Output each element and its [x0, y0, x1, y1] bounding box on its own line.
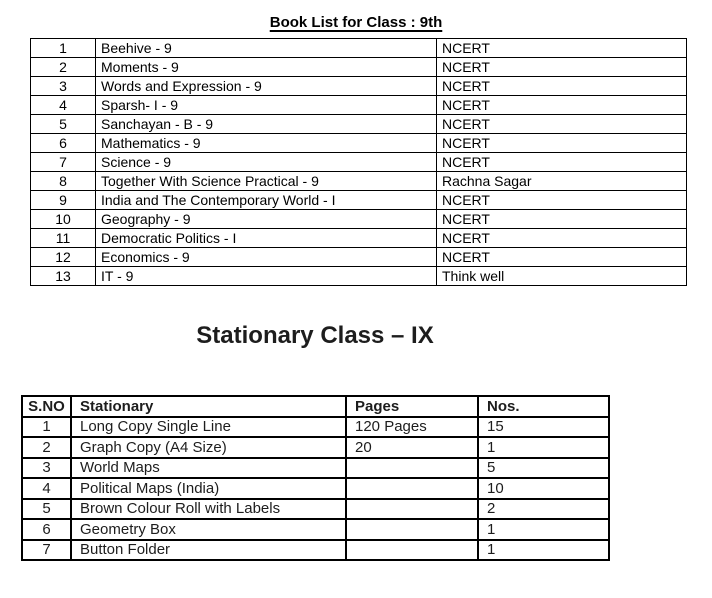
stationary-pages-cell	[346, 540, 478, 561]
book-row	[31, 172, 687, 191]
book-title-cell: Beehive - 9	[96, 39, 437, 58]
book-serial-number: 13	[31, 267, 96, 286]
book-row	[31, 229, 687, 248]
book-serial-number: 10	[31, 210, 96, 229]
stationary-item-cell: World Maps	[71, 458, 346, 479]
stationary-row	[22, 519, 609, 540]
header-stationary: Stationary	[71, 396, 346, 417]
stationary-item-cell: Geometry Box	[71, 519, 346, 540]
book-title-cell: Sanchayan - B - 9	[96, 115, 437, 134]
book-row	[31, 153, 687, 172]
book-row	[31, 191, 687, 210]
stationary-item-cell: Button Folder	[71, 540, 346, 561]
stationary-serial-number: 4	[22, 478, 71, 499]
book-serial-number: 5	[31, 115, 96, 134]
book-publisher-cell: Think well	[437, 267, 687, 286]
book-title-cell: Democratic Politics - I	[96, 229, 437, 248]
book-row	[31, 77, 687, 96]
book-publisher-cell: Rachna Sagar	[437, 172, 687, 191]
book-serial-number: 12	[31, 248, 96, 267]
stationary-body	[22, 396, 609, 560]
stationary-nos-cell: 1	[478, 540, 609, 561]
book-publisher-cell: NCERT	[437, 210, 687, 229]
book-publisher-cell: NCERT	[437, 39, 687, 58]
book-publisher-cell: NCERT	[437, 134, 687, 153]
stationary-serial-number: 7	[22, 540, 71, 561]
stationary-row	[22, 417, 609, 438]
book-title-cell: IT - 9	[96, 267, 437, 286]
book-title-cell: Moments - 9	[96, 58, 437, 77]
stationary-serial-number: 5	[22, 499, 71, 520]
book-list-table	[30, 38, 687, 286]
book-title-cell: Mathematics - 9	[96, 134, 437, 153]
book-serial-number: 4	[31, 96, 96, 115]
stationary-table	[21, 395, 610, 561]
book-serial-number: 2	[31, 58, 96, 77]
book-row	[31, 267, 687, 286]
stationary-nos-cell: 5	[478, 458, 609, 479]
book-title-cell: Science - 9	[96, 153, 437, 172]
book-row	[31, 115, 687, 134]
book-title-cell: Sparsh- I - 9	[96, 96, 437, 115]
book-row	[31, 58, 687, 77]
book-serial-number: 8	[31, 172, 96, 191]
book-row	[31, 96, 687, 115]
stationary-pages-cell	[346, 499, 478, 520]
stationary-serial-number: 6	[22, 519, 71, 540]
stationary-item-cell: Long Copy Single Line	[71, 417, 346, 438]
header-nos: Nos.	[478, 396, 609, 417]
book-publisher-cell: NCERT	[437, 248, 687, 267]
book-list-title: Book List for Class : 9th	[269, 14, 443, 31]
stationary-nos-cell: 1	[478, 437, 609, 458]
book-publisher-cell: NCERT	[437, 96, 687, 115]
book-publisher-cell: NCERT	[437, 58, 687, 77]
stationary-row	[22, 540, 609, 561]
header-pages: Pages	[346, 396, 478, 417]
stationary-item-cell: Political Maps (India)	[71, 478, 346, 499]
book-publisher-cell: NCERT	[437, 229, 687, 248]
book-title-cell: Together With Science Practical - 9	[96, 172, 437, 191]
stationary-pages-cell: 120 Pages	[346, 417, 478, 438]
stationary-nos-cell: 15	[478, 417, 609, 438]
book-title-cell: Words and Expression - 9	[96, 77, 437, 96]
book-publisher-cell: NCERT	[437, 77, 687, 96]
stationary-item-cell: Brown Colour Roll with Labels	[71, 499, 346, 520]
stationary-nos-cell: 2	[478, 499, 609, 520]
stationary-pages-cell	[346, 519, 478, 540]
stationary-item-cell: Graph Copy (A4 Size)	[71, 437, 346, 458]
header-sno: S.NO	[22, 396, 71, 417]
stationary-pages-cell: 20	[346, 437, 478, 458]
stationary-row	[22, 437, 609, 458]
book-publisher-cell: NCERT	[437, 153, 687, 172]
book-serial-number: 9	[31, 191, 96, 210]
book-title-cell: Geography - 9	[96, 210, 437, 229]
stationary-serial-number: 2	[22, 437, 71, 458]
book-serial-number: 11	[31, 229, 96, 248]
stationary-header-row	[22, 396, 609, 417]
book-title-cell: Economics - 9	[96, 248, 437, 267]
book-serial-number: 3	[31, 77, 96, 96]
stationary-serial-number: 3	[22, 458, 71, 479]
book-serial-number: 7	[31, 153, 96, 172]
book-row	[31, 134, 687, 153]
book-title-cell: India and The Contemporary World - I	[96, 191, 437, 210]
stationary-row	[22, 499, 609, 520]
book-serial-number: 1	[31, 39, 96, 58]
stationary-pages-cell	[346, 478, 478, 499]
stationary-nos-cell: 10	[478, 478, 609, 499]
stationary-pages-cell	[346, 458, 478, 479]
stationary-row	[22, 458, 609, 479]
book-row	[31, 39, 687, 58]
book-row	[31, 210, 687, 229]
stationary-row	[22, 478, 609, 499]
stationary-title: Stationary Class – IX	[196, 322, 434, 349]
book-publisher-cell: NCERT	[437, 115, 687, 134]
stationary-nos-cell: 1	[478, 519, 609, 540]
book-row	[31, 248, 687, 267]
book-publisher-cell: NCERT	[437, 191, 687, 210]
stationary-serial-number: 1	[22, 417, 71, 438]
book-list-body	[31, 39, 687, 286]
book-serial-number: 6	[31, 134, 96, 153]
